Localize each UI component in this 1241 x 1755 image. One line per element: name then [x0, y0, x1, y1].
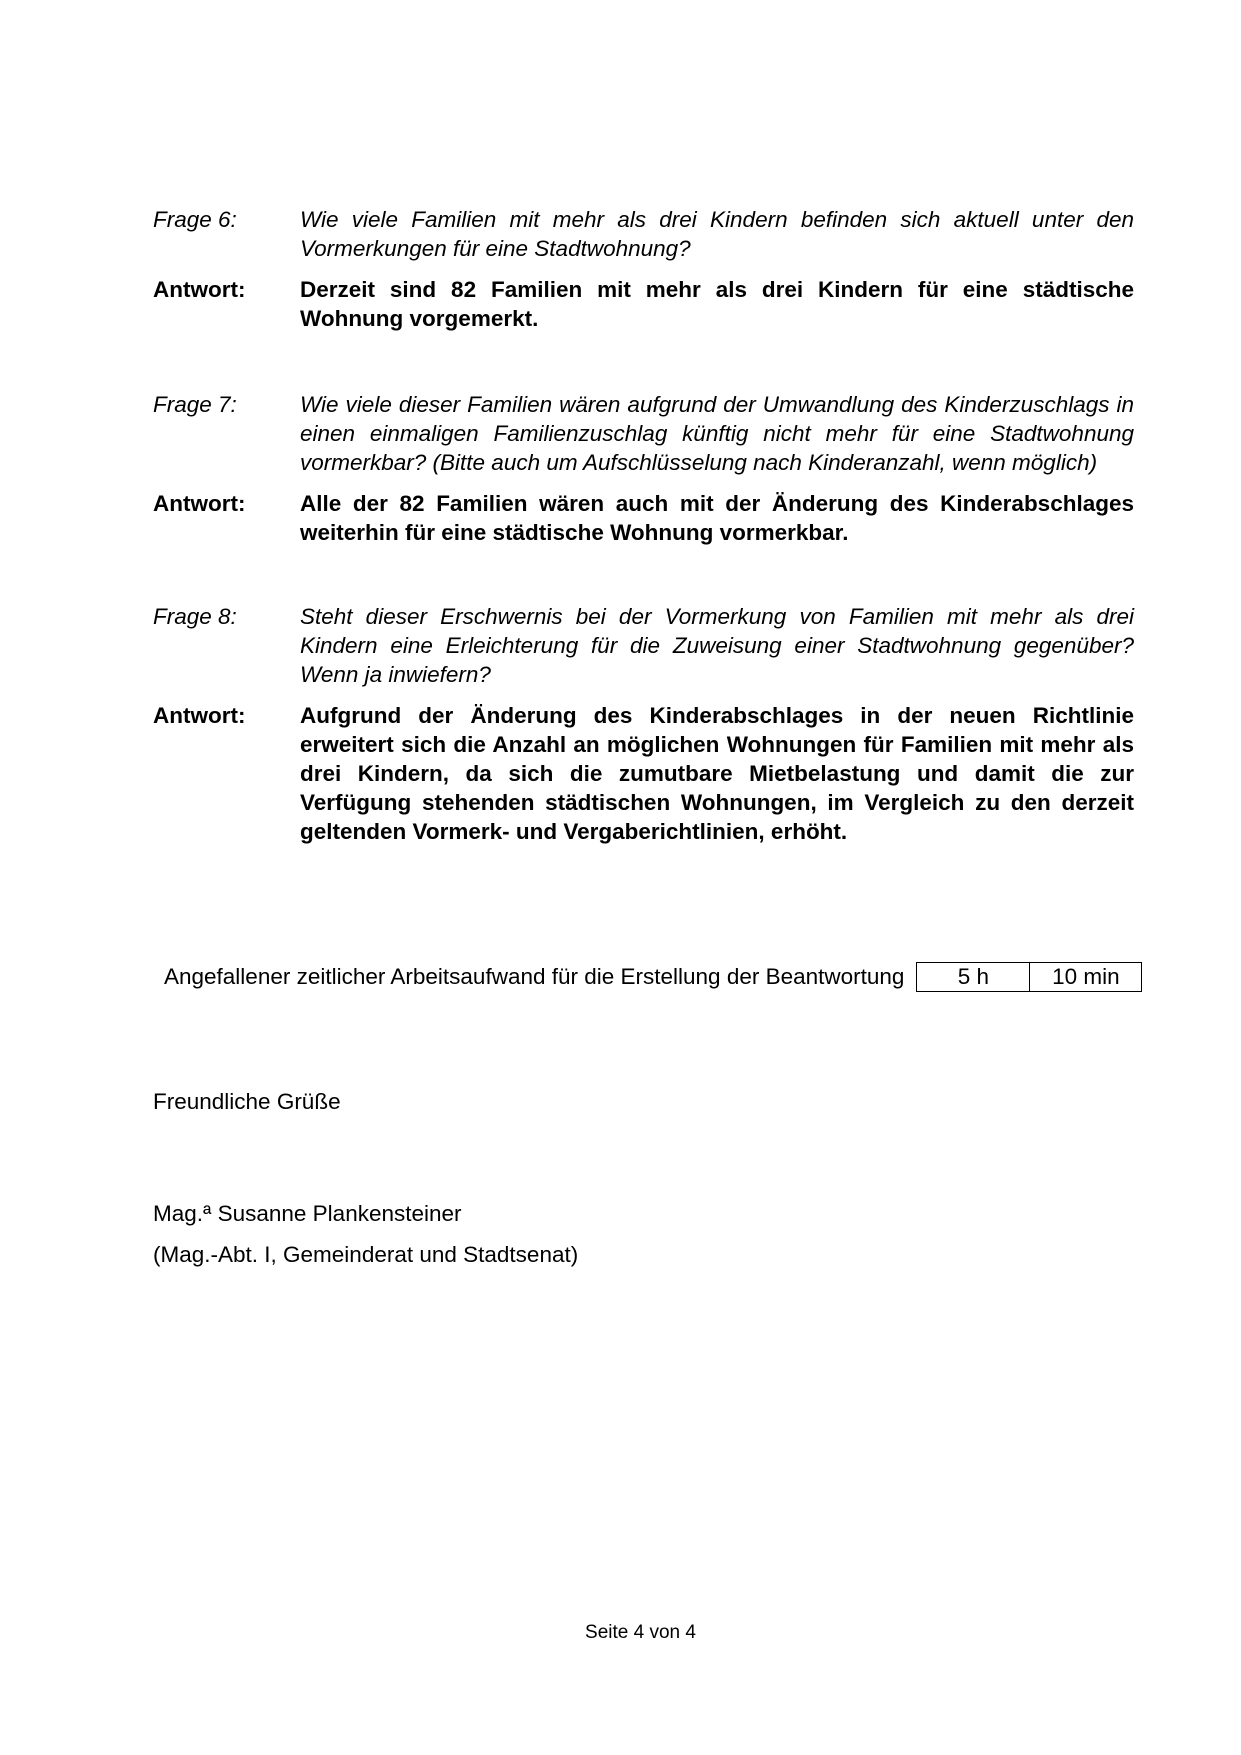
- page-number: Seite 4 von 4: [585, 1622, 696, 1643]
- answer-label: Antwort:: [153, 703, 246, 728]
- answer-row: [153, 489, 1134, 547]
- question-label: Frage 7:: [153, 392, 237, 417]
- effort-hours-cell: 5 h: [916, 962, 1030, 992]
- question-row: [153, 390, 1134, 477]
- question-row: [153, 602, 1134, 689]
- answer-label: Antwort:: [153, 277, 246, 302]
- answer-row: [153, 275, 1134, 333]
- question-label: Frage 6:: [153, 207, 237, 232]
- qa-block-7: [153, 390, 1134, 547]
- answer-label: Antwort:: [153, 491, 246, 516]
- answer-row: [153, 701, 1134, 846]
- greeting: Freundliche Grüße: [153, 1089, 341, 1114]
- qa-block-8: [153, 602, 1134, 846]
- effort-minutes-cell: 10 min: [1030, 962, 1142, 992]
- question-text: Wie viele Familien mit mehr als drei Kindern befinden sich aktuell unter den Vormerkungen für eine Stadtwohnung?: [300, 207, 1134, 261]
- question-row: [153, 205, 1134, 263]
- signatory-department: (Mag.-Abt. I, Gemeinderat und Stadtsenat): [153, 1242, 579, 1267]
- answer-text: Alle der 82 Familien wären auch mit der Änderung des Kinderabschlages weiterhin für eine städtische Wohnung vormerkbar.: [300, 491, 1134, 545]
- signatory-name: Mag.ª Susanne Plankensteiner: [153, 1201, 462, 1226]
- question-label: Frage 8:: [153, 604, 237, 629]
- question-text: Steht dieser Erschwernis bei der Vormerkung von Familien mit mehr als drei Kindern eine Erleichterung für die Zuweisung einer Stadtwohnung gegenüber? Wenn ja inwiefern?: [300, 604, 1134, 687]
- answer-text: Derzeit sind 82 Familien mit mehr als drei Kindern für eine städtische Wohnung vorgemerkt.: [300, 277, 1134, 331]
- question-text: Wie viele dieser Familien wären aufgrund der Umwandlung des Kinderzuschlags in einen einmaligen Familienzuschlag künftig nicht mehr für eine Stadtwohnung vormerkbar? (Bitte auch um Aufschlüsselung nach Kinderanzahl, wenn möglich): [300, 392, 1134, 475]
- effort-label: Angefallener zeitlicher Arbeitsaufwand für die Erstellung der Beantwortung: [164, 964, 905, 989]
- answer-text: Aufgrund der Änderung des Kinderabschlages in der neuen Richtlinie erweitert sich die Anzahl an möglichen Wohnungen für Familien mit mehr als drei Kindern, da sich die zumutbare Mietbelastung und damit die zur Verfügung stehenden städtischen Wohnungen, im Vergleich zu den derzeit geltenden Vormerk- und Vergaberichtlinien, erhöht.: [300, 703, 1134, 844]
- qa-block-6: [153, 205, 1134, 333]
- effort-line: [164, 962, 1142, 992]
